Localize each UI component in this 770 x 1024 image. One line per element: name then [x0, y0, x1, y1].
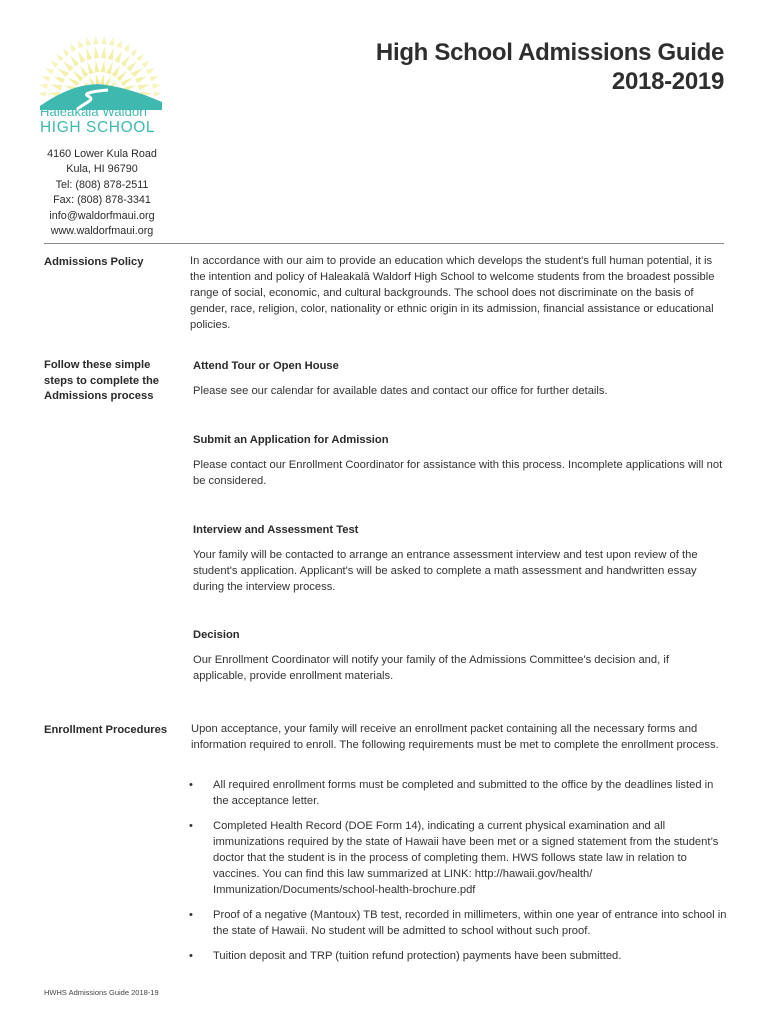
sun-ray-triangle [42, 76, 51, 82]
sun-ray-triangle [94, 46, 99, 58]
sun-ray-triangle [78, 51, 86, 63]
sun-ray-triangle [39, 84, 48, 89]
page-footer: HWHS Admissions Guide 2018-19 [44, 988, 159, 997]
sun-ray-triangle [109, 37, 114, 46]
sun-ray-triangle [46, 68, 54, 74]
list-item [189, 948, 729, 964]
sun-ray-triangle [154, 91, 162, 97]
sun-ray-triangle [114, 51, 122, 63]
bullet-icon: • [189, 779, 193, 791]
list-item-text: All required enrollment forms must be completed and submitted to the office by the deadlines listed in the acceptance letter. [213, 779, 714, 807]
sun-ray-triangle [80, 66, 89, 78]
sun-ray-triangle [123, 44, 129, 52]
sun-ray-triangle [96, 74, 100, 84]
bullet-icon: • [189, 950, 193, 962]
admissions-policy-text: In accordance with our aim to provide an education which develops the student's full human potential, it is the intention and policy of Haleakalā Waldorf High School to welcome students from the broadest possible range of social, economic, and cultural backgrounds. The school does not discriminate on the basis of gender, race, religion, color, nationality or ethnic origin in its admission, financial assistance or educational policies. [190, 255, 715, 331]
step-text-tour: Please see our calendar for available dates and contact our office for further details. [193, 385, 608, 397]
school-name-line2: HIGH SCHOOL [40, 119, 156, 136]
sun-ray-triangle [56, 54, 64, 62]
sun-ray-triangle [73, 71, 83, 81]
step-title-application: Submit an Application for Admission [193, 434, 389, 446]
sun-ray-triangle [93, 36, 99, 44]
list-item [189, 777, 729, 809]
address-city: Kula, HI 96790 [66, 163, 138, 176]
page-title [376, 38, 724, 96]
enrollment-label: Enrollment Procedures [44, 724, 168, 736]
sun-ray-triangle [68, 78, 80, 87]
sun-ray-triangle [126, 61, 137, 71]
sun-ray-triangle [86, 37, 91, 46]
enrollment-intro: Upon acceptance, your family will receive an enrollment packet containing all the necessary forms and information required to enroll. The following requirements must be met to complete the enrollment process. [191, 723, 719, 751]
sun-ray-triangle [101, 46, 106, 58]
sun-ray-triangle [108, 48, 114, 60]
address-phone: Tel: (808) 878-2511 [55, 178, 149, 191]
sun-ray-triangle [95, 60, 100, 72]
sun-ray-triangle [101, 36, 107, 44]
step-title-interview: Interview and Assessment Test [193, 524, 359, 536]
sun-ray-triangle [53, 76, 65, 84]
sun-ray-triangle [135, 76, 147, 84]
sun-ray-triangle [136, 54, 144, 62]
address-email: info@waldorfmaui.org [49, 209, 155, 222]
list-item-text: Proof of a negative (Mantoux) TB test, recorded in millimeters, within one year of entrance into school in the state of Hawaii. No student will be admitted to school without such proof. [213, 909, 727, 937]
list-item [189, 907, 729, 939]
sun-ray-triangle [100, 74, 104, 84]
sun-ray-triangle [63, 61, 73, 71]
step-text-application: Please contact our Enrollment Coordinator for assistance with this process. Incomplete applications will not be considered. [193, 459, 723, 487]
sun-ray-triangle [112, 66, 121, 78]
sun-ray-triangle [130, 48, 137, 56]
sun-ray-triangle [50, 85, 62, 91]
sun-ray-triangle [63, 48, 70, 56]
sun-ray-triangle [70, 55, 79, 67]
sun-ray-triangle [87, 48, 93, 60]
school-name [40, 105, 170, 136]
step-text-interview: Your family will be contacted to arrange an entrance assessment interview and test upon review of the student's application. Applicant's will be asked to complete a math assessment and handwritten essay during the interview process. [193, 549, 698, 593]
steps-label: Follow these simple steps to complete the Admissions process [44, 359, 160, 402]
page-title-line2: 2018-2019 [611, 68, 724, 95]
enrollment-requirements-list [189, 777, 729, 973]
address-fax: Fax: (808) 878-3341 [53, 194, 151, 207]
sun-ray-triangle [78, 40, 84, 49]
step-title-tour: Attend Tour or Open House [193, 360, 339, 372]
sun-ray-triangle [121, 55, 130, 67]
sun-ray-triangle [70, 44, 76, 52]
sun-ray-triangle [50, 61, 58, 68]
sun-ray-triangle [101, 60, 106, 72]
list-item [189, 818, 729, 898]
school-address [30, 147, 174, 239]
sun-ray-triangle [57, 68, 69, 77]
sun-ray-triangle [152, 84, 161, 89]
list-item-text: Completed Health Record (DOE Form 14), indicating a current physical examination and all immunizations required by the state of Hawaii have been met or a signed statement from the student’s doctor that the student is in the process of completing them. HWS follows state law in relation to vaccines. You can find this law summarized at LINK: http://hawaii.gov/health/ Immunization/Documents/school-health-brochure.pdf [213, 820, 719, 896]
bullet-icon: • [189, 909, 193, 921]
page-title-line1: High School Admissions Guide [375, 39, 724, 66]
sun-ray-triangle [116, 40, 122, 49]
step-title-decision: Decision [193, 629, 240, 641]
sun-ray-triangle [150, 76, 159, 82]
sun-ray-triangle [131, 68, 143, 77]
sun-ray-triangle [142, 61, 150, 68]
address-website: www.waldorfmaui.org [50, 225, 154, 238]
sun-ray-triangle [106, 62, 112, 74]
sun-ray-triangle [146, 68, 154, 74]
sun-ray-triangle [38, 91, 46, 97]
step-text-decision: Our Enrollment Coordinator will notify your family of the Admissions Committee's decision and, if applicable, provide enrollment materials. [193, 654, 669, 682]
sun-ray-triangle [87, 62, 93, 74]
bullet-icon: • [189, 820, 193, 832]
list-item-text: Tuition deposit and TRP (tuition refund protection) payments have been submitted. [213, 950, 622, 962]
sun-ray-triangle [138, 85, 150, 91]
address-street: 4160 Lower Kula Road [47, 148, 157, 160]
sun-ray-triangle [117, 71, 127, 81]
header-divider [44, 243, 724, 244]
sun-ray-triangle [121, 78, 133, 87]
school-name-line1: Haleakalā Waldorf [40, 104, 148, 119]
admissions-policy-label: Admissions Policy [44, 256, 144, 268]
